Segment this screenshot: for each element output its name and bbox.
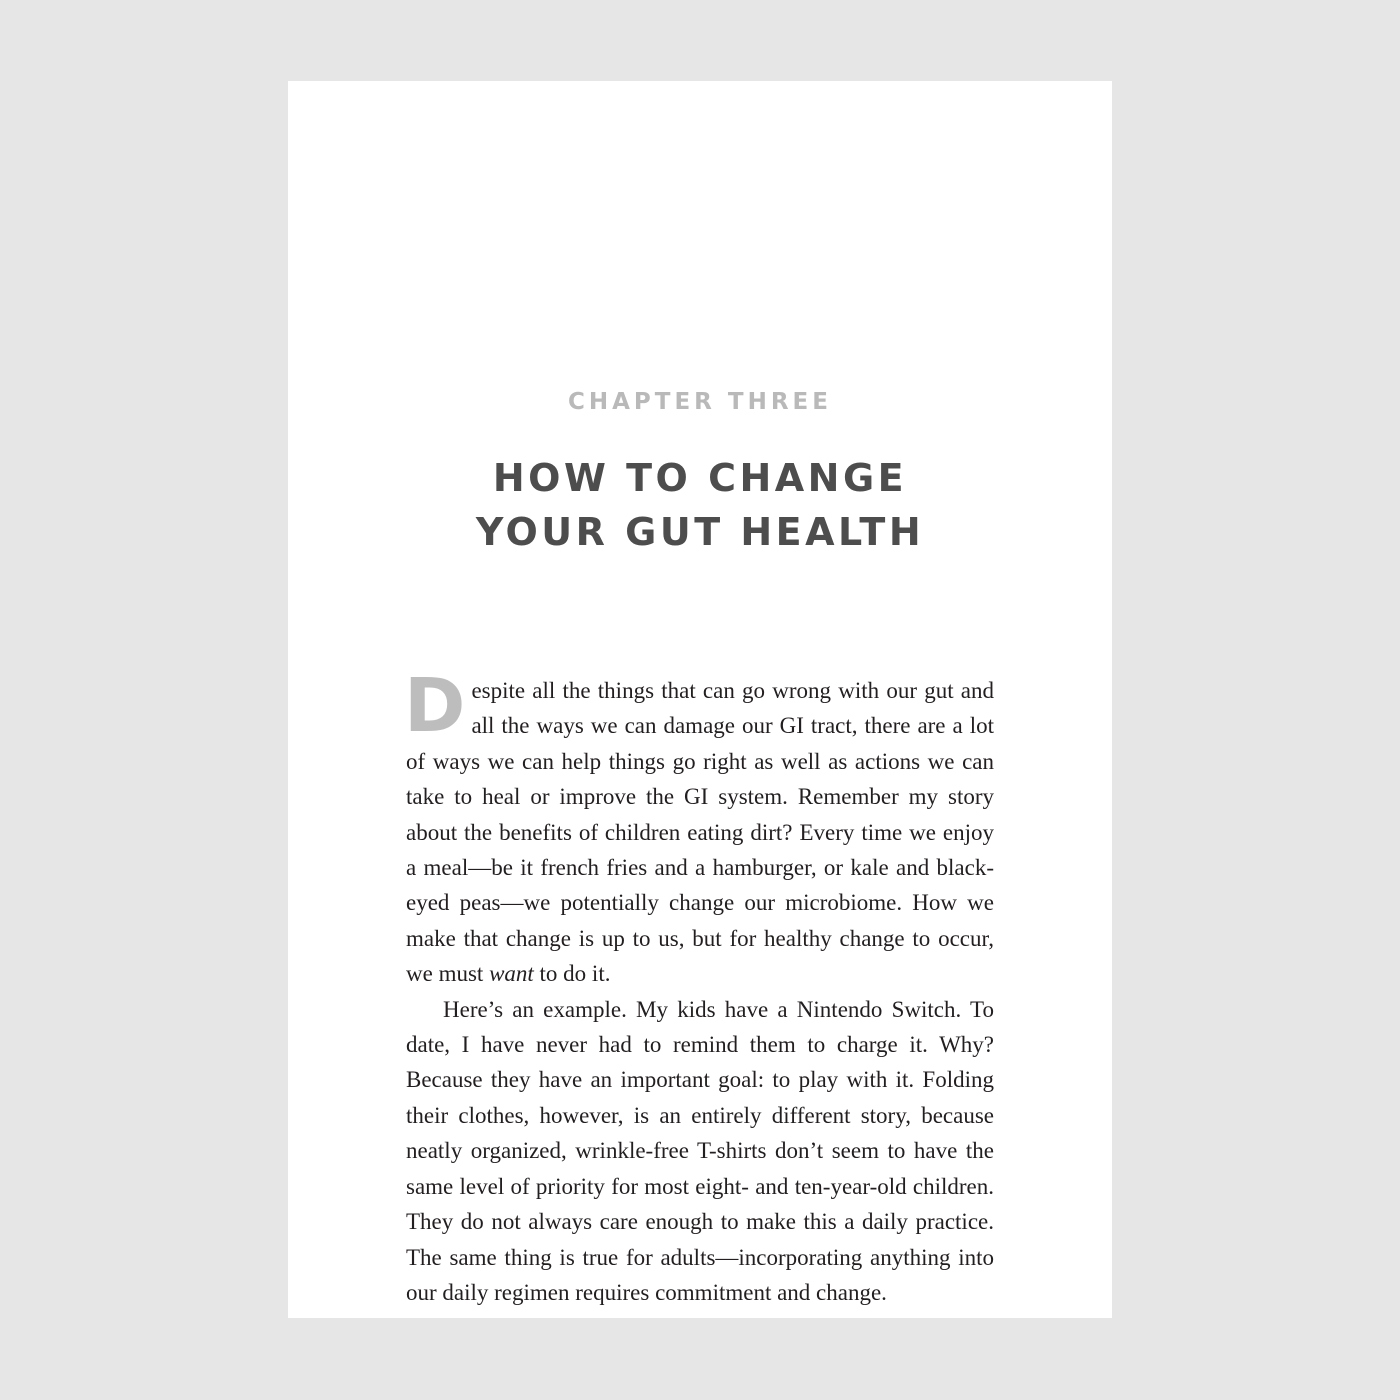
- paragraph-1-text: espite all the things that can go wrong with our gut and all the ways we can damage our GI tract, there are a lot of ways we can help things go right as well as actions we can take to heal or improve the GI system. Remember my story about the benefits of children eating dirt? Every time we enjoy a meal—be it french fries and a hamburger, or kale and black-eyed peas—we potentially change our microbiome. How we make that change is up to us, but for healthy change to occur, we must: [406, 678, 994, 987]
- chapter-title: [288, 451, 1112, 559]
- drop-cap: D: [404, 663, 466, 749]
- paragraph-1: [404, 663, 994, 992]
- chapter-title-line-1: HOW TO CHANGE: [492, 456, 908, 500]
- chapter-label: CHAPTER THREE: [568, 389, 832, 415]
- chapter-title-line-2: YOUR GUT HEALTH: [475, 510, 925, 554]
- paragraph-1-ending: to do it.: [533, 961, 611, 987]
- book-page: [288, 81, 1112, 1318]
- paragraph-2: Here’s an example. My kids have a Nintendo Switch. To date, I have never had to remind them to charge it. Why? Because they have an important goal: to play with it. Folding their clothes, however, is an entirely different story, because neatly organized, wrinkle-free T-shirts don’t seem to have the same level of priority for most eight- and ten-year-old children. They do not always care enough to make this a daily practice. The same thing is true for adults—incorporating anything into our daily regimen requires commitment and change.: [406, 996, 994, 1305]
- emphasis-text: want: [489, 961, 534, 987]
- chapter-body: [404, 663, 994, 1310]
